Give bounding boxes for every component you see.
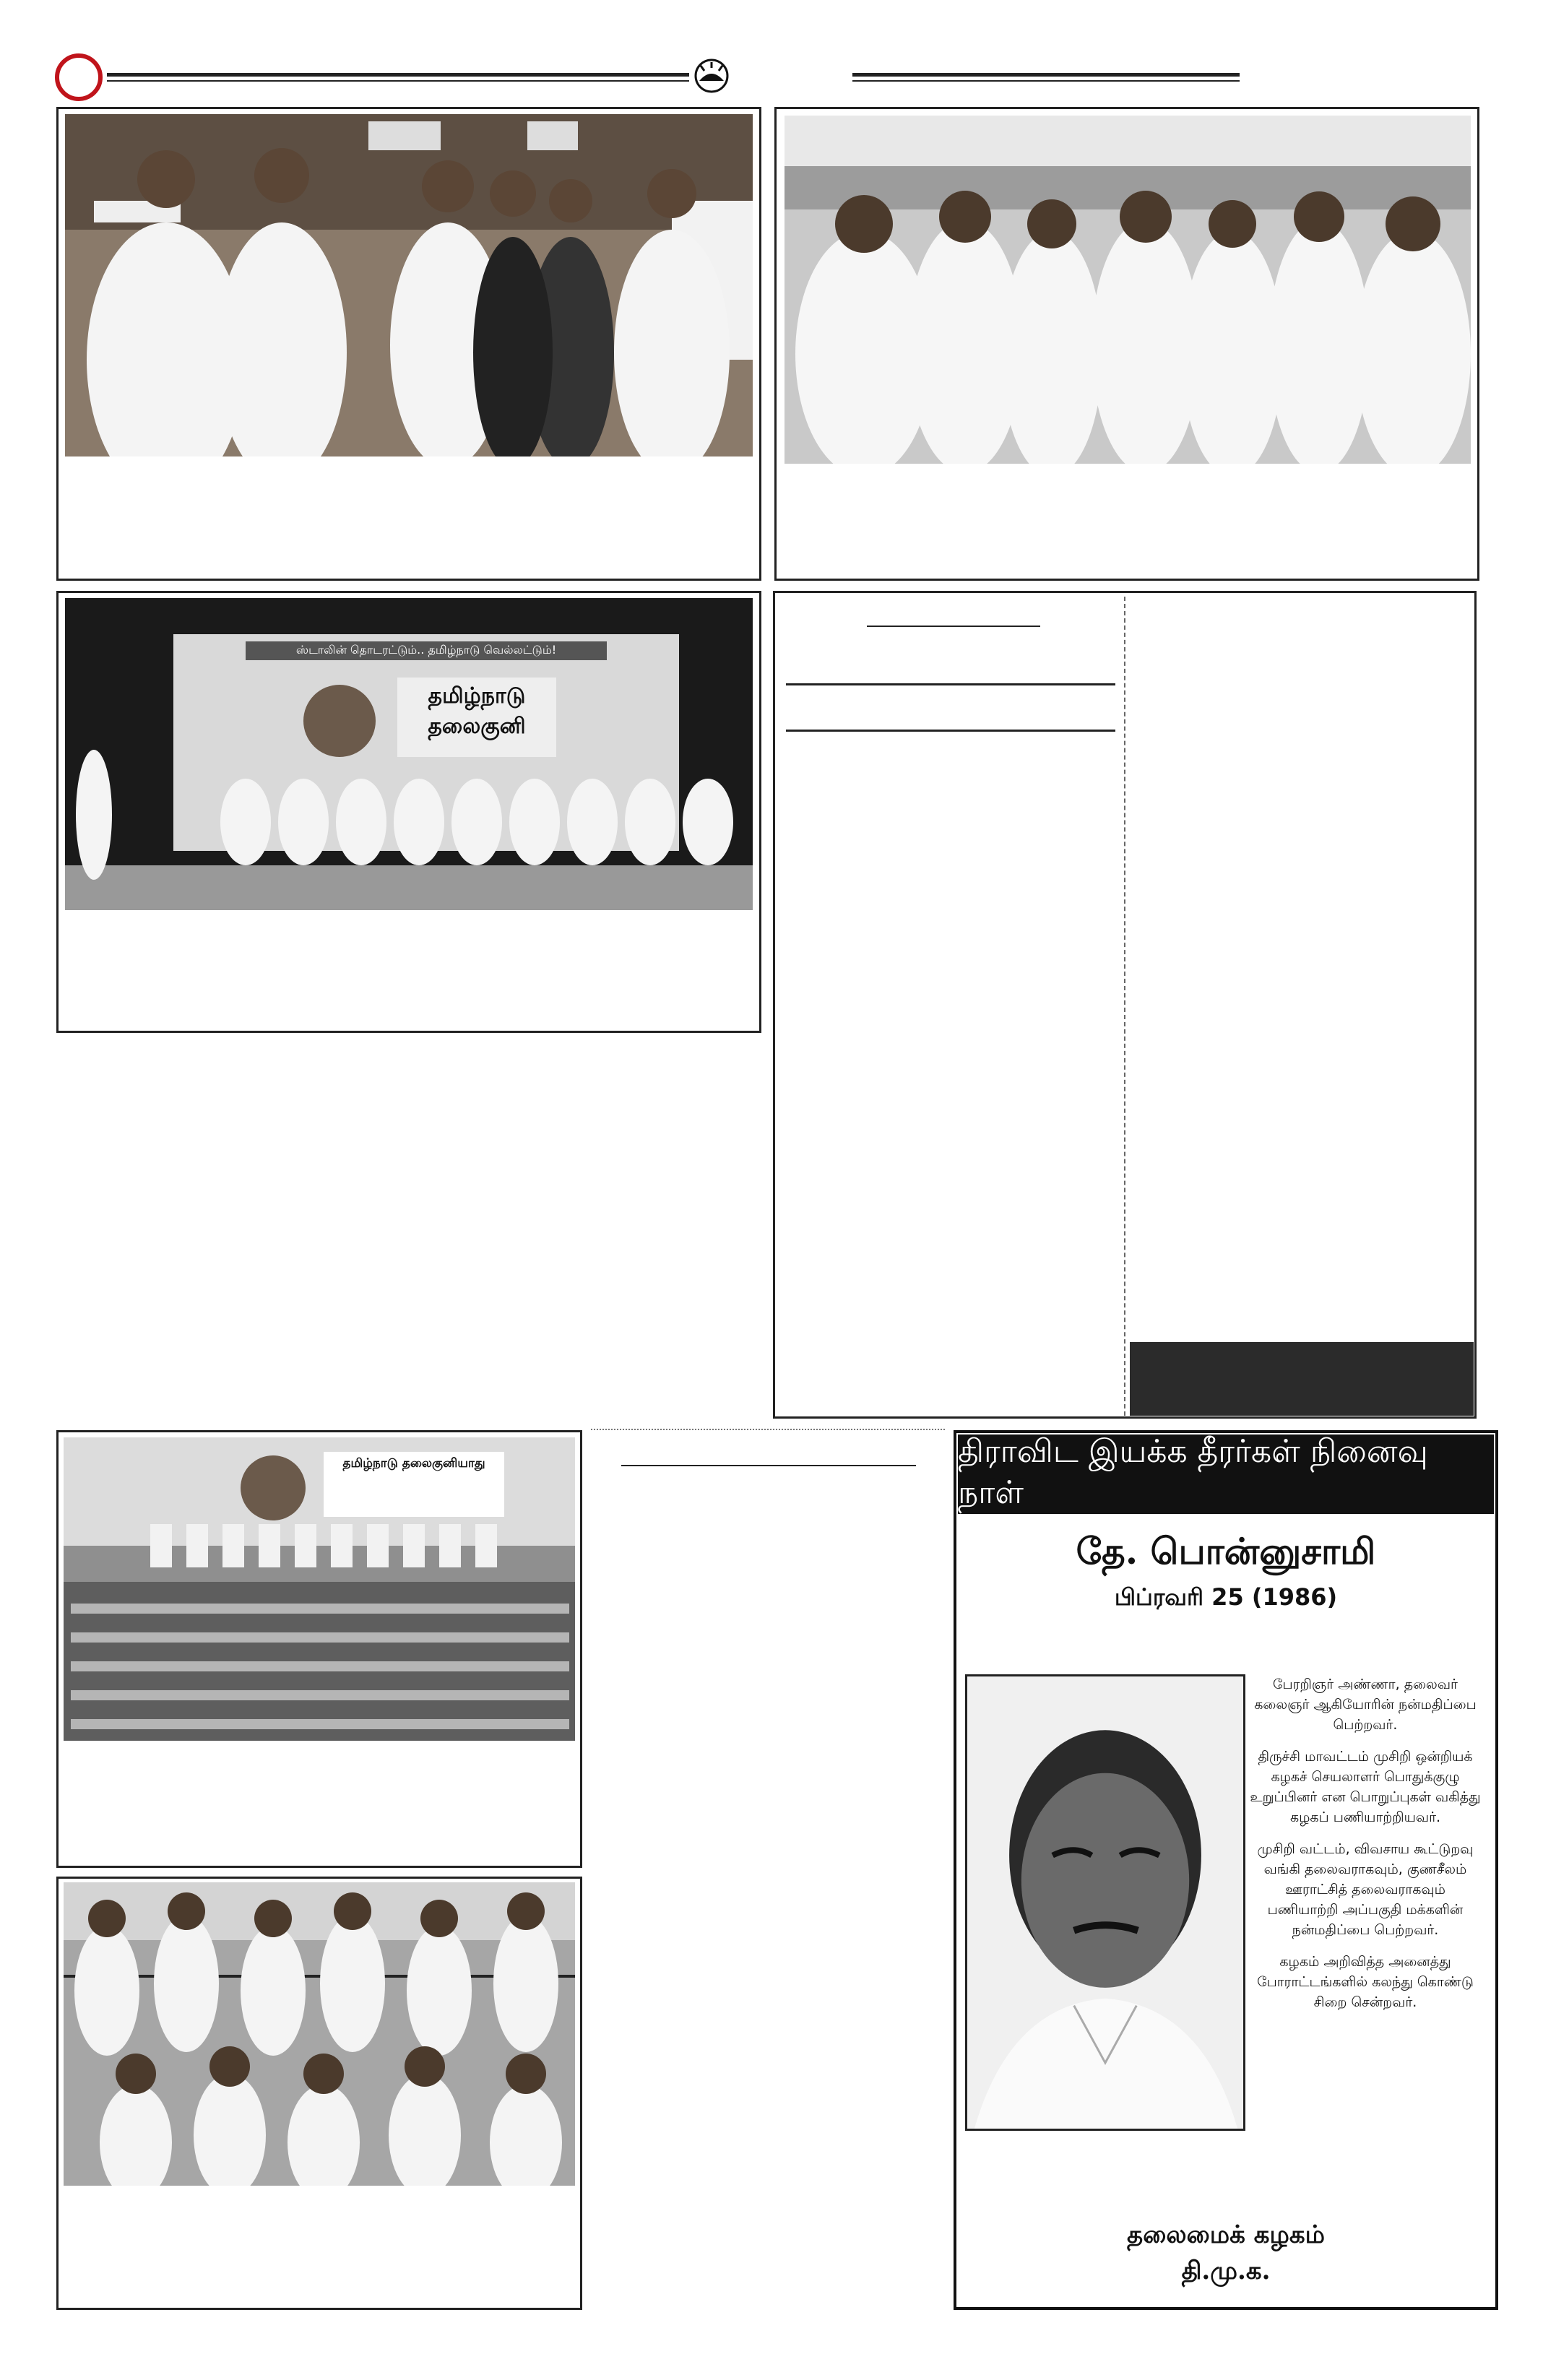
memorial-portrait [965, 1674, 1245, 2131]
masthead-rule-right-thin [852, 80, 1240, 82]
memorial-bio-paragraph: திருச்சி மாவட்டம் முசிறி ஒன்றியக் கழகச் செயலாளர் பொதுக்குழு உறுப்பினர் என பொறுப்புகள் வகித்து கழகப் பணியாற்றியவர். [1250, 1749, 1481, 1825]
panel-rule-1 [786, 683, 1115, 685]
memorial-date: பிப்ரவரி 25 (1986) [1114, 1583, 1338, 1611]
panel-dark-footer-block [1130, 1342, 1474, 1416]
stage-banner-title-line1: தமிழ்நாடு [428, 683, 526, 709]
memorial-bio-paragraph: பேரறிஞர் அண்ணா, தலைவர் கலைஞர் ஆகியோரின் நன்மதிப்பை பெற்றவர். [1254, 1676, 1477, 1733]
stage-banner-title-line2: தலைகுனி [428, 714, 526, 739]
panel-rule-2 [786, 730, 1115, 732]
photo-office-meeting [65, 114, 753, 456]
masthead-logo-circle [55, 53, 103, 101]
memorial-person-name: தே. பொன்னுசாமி [1076, 1530, 1376, 1572]
middle-column-heading-rule [621, 1465, 916, 1466]
photo-public-rally [64, 1437, 575, 1741]
masthead-rule-left [107, 73, 689, 77]
memorial-bio-paragraph: கழகம் அறிவித்த அனைத்து போராட்டங்களில் கலந்து கொண்டு சிறை சென்றவர். [1257, 1954, 1474, 2010]
panel-column-divider [1124, 597, 1125, 1416]
section-dotted-separator [591, 1429, 945, 1430]
photo-site-inspection [785, 116, 1471, 464]
panel-heading-rule [867, 626, 1040, 627]
rising-sun-emblem-icon [693, 58, 730, 94]
masthead-rule-right [852, 73, 1240, 77]
memorial-heading: திராவிட இயக்க தீரர்கள் நினைவு நாள் [958, 1435, 1494, 1514]
memorial-bio-paragraph: முசிறி வட்டம், விவசாய கூட்டுறவு வங்கி தலைவராகவும், குணசீலம் ஊராட்சித் தலைவராகவும் பணியாற்றி அப்பகுதி மக்களின் நன்மதிப்பை பெற்றவர். [1257, 1841, 1474, 1938]
memorial-footer-party: தி.மு.க. [1181, 2256, 1271, 2285]
photo-ribbon-cutting [64, 1882, 575, 2186]
stage-banner-slogan: ஸ்டாலின் தொடரட்டும்.. தமிழ்நாடு வெல்லட்டும்! [295, 643, 557, 657]
memorial-biography [1250, 1674, 1481, 2024]
masthead-rule-left-thin [107, 80, 689, 82]
memorial-footer-organization: தலைமைக் கழகம் [1127, 2220, 1325, 2249]
photo-stage-event [65, 598, 753, 910]
rally-banner-text: தமிழ்நாடு தலைகுனியாது [342, 1456, 485, 1471]
